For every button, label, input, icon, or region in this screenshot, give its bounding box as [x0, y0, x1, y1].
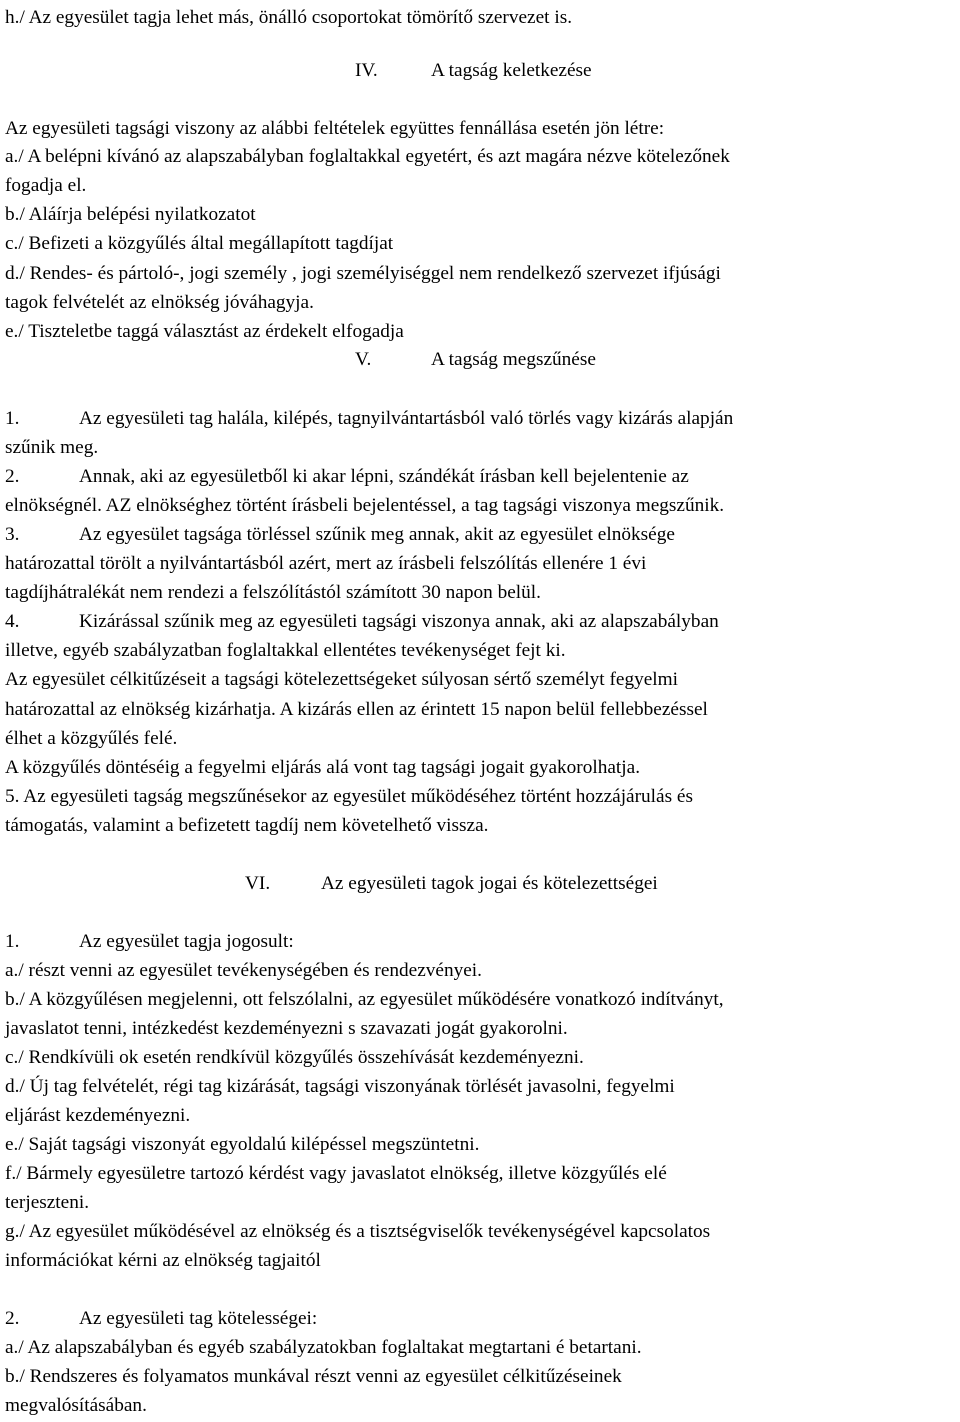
section-number: VI. — [245, 873, 271, 894]
section-heading-vi — [245, 870, 945, 898]
text-line: 5. Az egyesületi tagság megszűnésekor az egyesület működéséhez történt hozzájárulás és — [5, 786, 693, 807]
text-line: a./ Az alapszabályban és egyéb szabályzatokban foglaltakat megtartani é betartani. — [5, 1337, 642, 1358]
text-line: h./ Az egyesület tagja lehet más, önálló csoportokat tömörítő szervezet is. — [5, 7, 573, 28]
item-number: 4. — [5, 611, 20, 632]
text-line: a./ részt venni az egyesület tevékenységében és rendezvényei. — [5, 960, 482, 981]
section-number: V. — [355, 349, 372, 370]
text-line: d./ Új tag felvételét, régi tag kizárását, tagsági viszonyának törlését javasolni, fegyelmi — [5, 1076, 675, 1097]
text-line: megvalósításában. — [5, 1395, 147, 1416]
item-text: Az egyesületi tag halála, kilépés, tagnyilvántartásból való törlés vagy kizárás alapján — [79, 408, 734, 429]
text-line: tagok felvételét az elnökség jóváhagyja. — [5, 292, 314, 313]
numbered-line — [5, 928, 960, 956]
text-line: élhet a közgyűlés felé. — [5, 728, 178, 749]
text-line: támogatás, valamint a befizetett tagdíj nem követelhető vissza. — [5, 815, 489, 836]
text-line: A közgyűlés döntéséig a fegyelmi eljárás alá vont tag tagsági jogait gyakorolhatja. — [5, 757, 641, 778]
text-line: elnökségnél. AZ elnökséghez történt írásbeli bejelentéssel, a tag tagsági viszonya megszűnik. — [5, 495, 725, 516]
numbered-line — [5, 405, 960, 433]
text-line: e./ Saját tagsági viszonyát egyoldalú kilépéssel megszüntetni. — [5, 1134, 480, 1155]
item-number: 1. — [5, 931, 20, 952]
text-line: Az egyesületi tagsági viszony az alábbi feltételek együttes fennállása esetén jön létre: — [5, 118, 665, 139]
section-title: A tagság keletkezése — [431, 60, 592, 81]
numbered-line — [5, 521, 960, 549]
text-line: f./ Bármely egyesületre tartozó kérdést vagy javaslatot elnökség, illetve közgyűlés elé — [5, 1163, 667, 1184]
section-title: Az egyesületi tagok jogai és kötelezettségei — [321, 873, 658, 894]
item-text: Az egyesület tagsága törléssel szűnik meg annak, akit az egyesület elnöksége — [79, 524, 675, 545]
text-line: c./ Rendkívüli ok esetén rendkívül közgyűlés összehívását kezdeményezni. — [5, 1047, 584, 1068]
section-number: IV. — [355, 60, 378, 81]
text-line: javaslatot tenni, intézkedést kezdeményezni s szavazati jogát gyakorolni. — [5, 1018, 568, 1039]
text-line: határozattal törölt a nyilvántartásból azért, mert az írásbeli felszólítás ellenére 1 évi — [5, 553, 647, 574]
item-text: Annak, aki az egyesületből ki akar lépni, szándékát írásban kell bejelentenie az — [79, 466, 689, 487]
text-line: Az egyesület célkitűzéseit a tagsági kötelezettségeket súlyosan sértő személyt fegyelmi — [5, 669, 678, 690]
text-line: b./ A közgyűlésen megjelenni, ott felszólalni, az egyesület működésére vonatkozó indítványt, — [5, 989, 724, 1010]
text-line: szűnik meg. — [5, 437, 99, 458]
text-line: terjeszteni. — [5, 1192, 90, 1213]
numbered-line — [5, 1305, 960, 1333]
section-heading-v — [355, 346, 855, 374]
text-line: d./ Rendes- és pártoló-, jogi személy , jogi személyiséggel nem rendelkező szervezet ifjúsági — [5, 263, 721, 284]
item-number: 2. — [5, 1308, 20, 1329]
text-line: fogadja el. — [5, 175, 87, 196]
item-text: Az egyesületi tag kötelességei: — [79, 1308, 318, 1329]
item-number: 3. — [5, 524, 20, 545]
numbered-line — [5, 608, 960, 636]
text-line: b./ Rendszeres és folyamatos munkával részt venni az egyesület célkitűzéseinek — [5, 1366, 622, 1387]
text-line: eljárást kezdeményezni. — [5, 1105, 191, 1126]
item-text: Az egyesület tagja jogosult: — [79, 931, 294, 952]
item-number: 1. — [5, 408, 20, 429]
section-title: A tagság megszűnése — [431, 349, 596, 370]
text-line: c./ Befizeti a közgyűlés által megállapított tagdíjat — [5, 233, 394, 254]
text-line: információkat kérni az elnökség tagjaitól — [5, 1250, 321, 1271]
text-line: tagdíjhátralékát nem rendezi a felszólítástól számított 30 napon belül. — [5, 582, 541, 603]
section-heading-iv — [355, 57, 855, 85]
text-line: határozattal az elnökség kizárhatja. A kizárás ellen az érintett 15 napon belül fellebbezéssel — [5, 699, 708, 720]
item-text: Kizárással szűnik meg az egyesületi tagsági viszonya annak, aki az alapszabályban — [79, 611, 719, 632]
text-line: b./ Aláírja belépési nyilatkozatot — [5, 204, 256, 225]
text-line: illetve, egyéb szabályzatban foglaltakkal ellentétes tevékenységet fejt ki. — [5, 640, 566, 661]
text-line: e./ Tiszteletbe taggá választást az érdekelt elfogadja — [5, 321, 404, 342]
text-line: a./ A belépni kívánó az alapszabályban foglaltakkal egyetért, és azt magára nézve kötelezőnek — [5, 146, 730, 167]
item-number: 2. — [5, 466, 20, 487]
text-line: g./ Az egyesület működésével az elnökség és a tisztségviselők tevékenységével kapcsolatos — [5, 1221, 711, 1242]
numbered-line — [5, 463, 960, 491]
